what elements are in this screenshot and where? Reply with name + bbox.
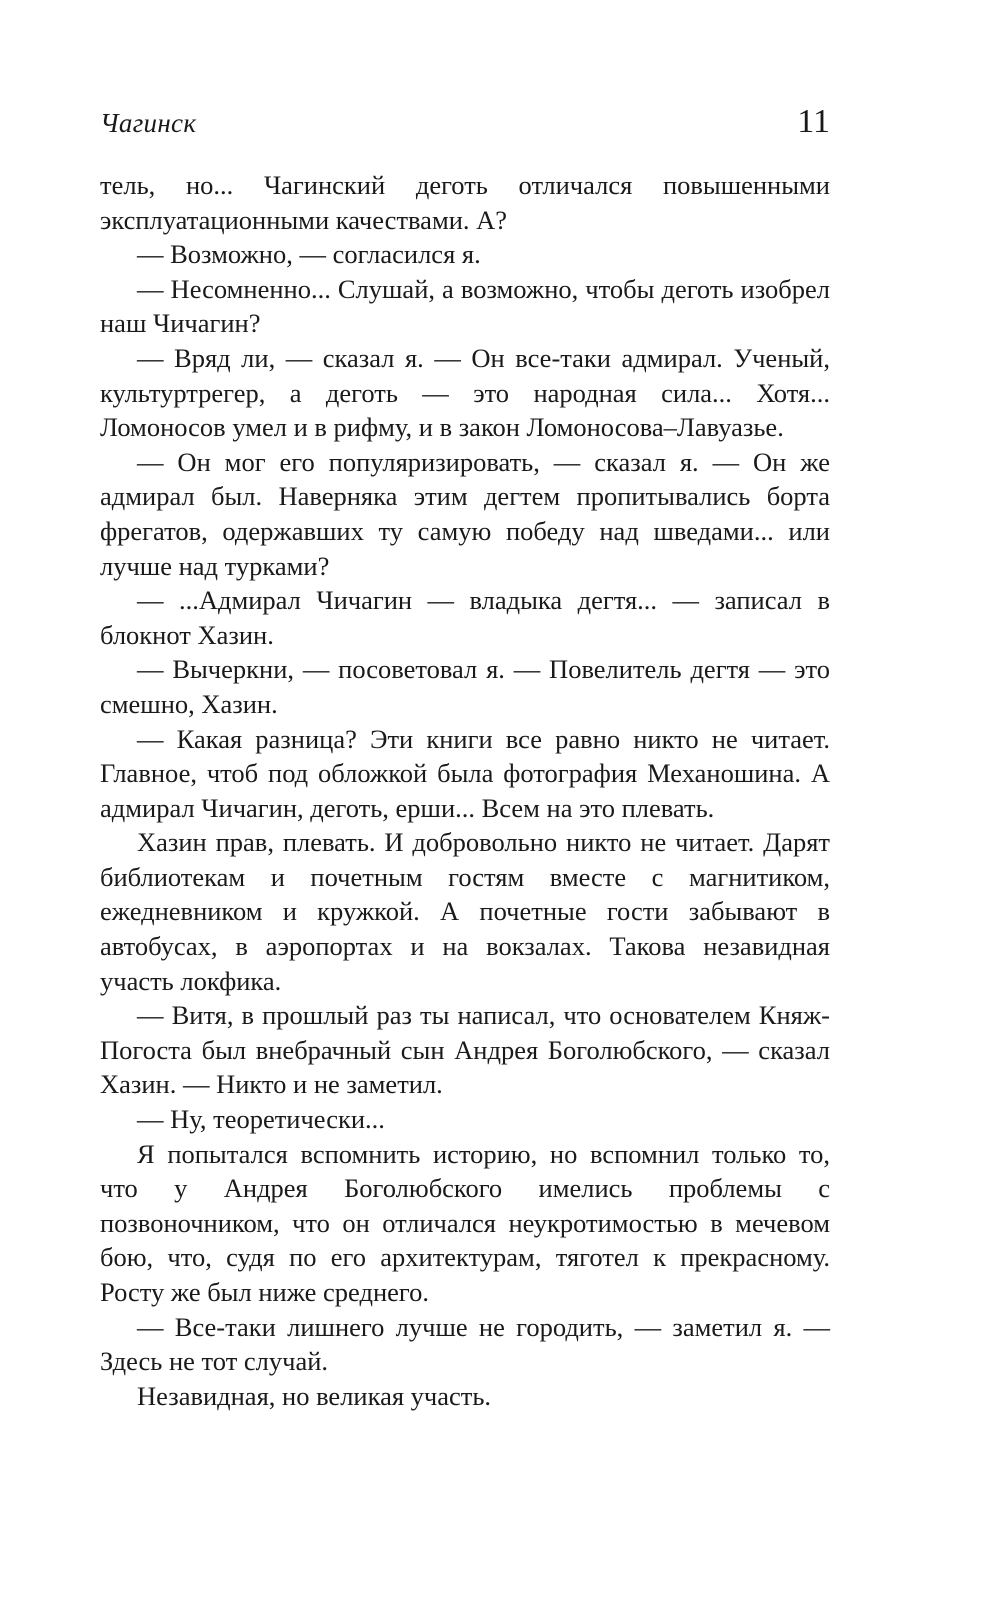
- paragraph-11: — Ну, теоретически...: [137, 1104, 385, 1135]
- paragraph-10: — Витя, в прошлый раз ты написал, что основателем Княж-Погоста был внебрачный сын Андрея Боголюбского, — сказал Хазин. — Никто и не заметил.: [100, 1000, 830, 1100]
- paragraph-7: — Вычеркни, — посоветовал я. — Повелитель дегтя — это смешно, Хазин.: [100, 654, 830, 719]
- book-page: [100, 103, 830, 1413]
- page-header: [100, 103, 830, 168]
- paragraph-13: — Все-таки лишнего лучше не городить, — заметил я. — Здесь не тот случай.: [100, 1311, 830, 1377]
- body-text: [100, 168, 830, 1413]
- paragraph-12: Я попытался вспомнить историю, но вспомнил только то, что у Андрея Боголюбского имелись проблемы с позвоночником, что он отличался неукротимостью в мечевом бою, что, судя по его архитектурам, тяготел к прекрасному. Росту же был ниже среднего.: [100, 1138, 830, 1307]
- paragraph-6: — ...Адмирал Чичагин — владыка дегтя... — записал в блокнот Хазин.: [100, 585, 830, 650]
- page-number: 11: [797, 103, 830, 140]
- paragraph-1: тель, но... Чагинский деготь отличался повышенными эксплуатационными качествами. А?: [100, 170, 830, 235]
- paragraph-9: Хазин прав, плевать. И добровольно никто не читает. Дарят библиотекам и почетным гостям вместе с магнитиком, ежедневником и кружкой. А почетные гости забывают в автобусах, в аэропортах и на вокзалах. Такова незавидная участь локфика.: [100, 827, 830, 996]
- paragraph-2: — Возможно, — согласился я.: [137, 239, 481, 270]
- paragraph-5: — Он мог его популяризировать, — сказал я. — Он же адмирал был. Наверняка этим дегтем пропитывались борта фрегатов, одержавших ту самую победу над шведами... или лучше над турками?: [100, 446, 830, 581]
- paragraph-14: Незавидная, но великая участь.: [137, 1380, 492, 1411]
- paragraph-3: — Несомненно... Слушай, а возможно, чтобы деготь изобрел наш Чичагин?: [100, 273, 830, 339]
- running-title: Чагинск: [100, 108, 197, 138]
- paragraph-8: — Какая разница? Эти книги все равно никто не читает. Главное, чтоб под обложкой была фотография Механошина. А адмирал Чичагин, деготь, ерши... Всем на это плевать.: [100, 723, 830, 823]
- paragraph-4: — Вряд ли, — сказал я. — Он все-таки адмирал. Ученый, культуртрегер, а деготь — это народная сила... Хотя... Ломоносов умел и в рифму, и в закон Ломоносова–Лавуазье.: [100, 342, 830, 443]
